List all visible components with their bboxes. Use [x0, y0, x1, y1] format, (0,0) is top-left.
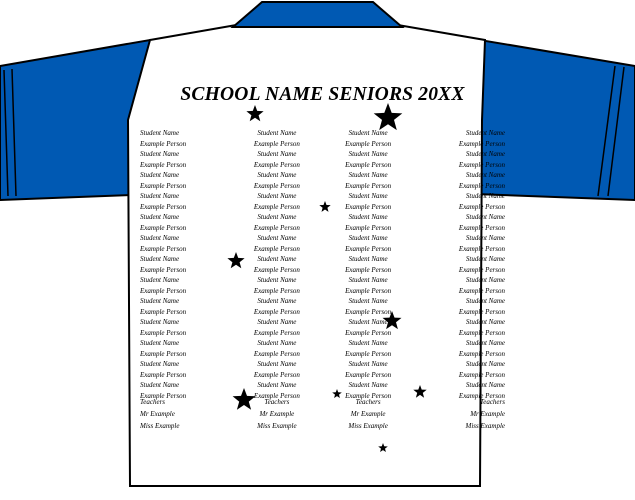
name-row — [140, 396, 505, 408]
name-cell: Example Person — [253, 349, 300, 358]
name-row — [140, 181, 505, 192]
name-cell: Example Person — [140, 181, 187, 190]
name-cell: Example Person — [253, 370, 300, 379]
name-cell: Example Person — [345, 286, 392, 295]
name-cell: Example Person — [345, 370, 392, 379]
name-cell: Student Name — [257, 297, 297, 305]
name-cell: Example Person — [253, 391, 300, 400]
name-cell: Student Name — [257, 129, 297, 137]
name-cell: Example Person — [253, 181, 300, 190]
name-cell: Student Name — [465, 234, 505, 242]
name-cell: Teachers — [140, 398, 166, 406]
name-cell: Student Name — [257, 381, 297, 389]
name-cell: Example Person — [458, 286, 505, 295]
name-row — [140, 265, 505, 276]
name-cell: Example Person — [345, 244, 392, 253]
name-row — [140, 328, 505, 339]
name-cell: Miss Example — [465, 422, 505, 430]
name-cell: Example Person — [345, 307, 392, 316]
name-cell: Student Name — [348, 234, 388, 242]
name-cell: Student Name — [257, 171, 297, 179]
name-row — [140, 149, 505, 160]
name-cell: Example Person — [140, 307, 187, 316]
name-cell: Student Name — [140, 297, 180, 305]
teacher-list — [140, 396, 505, 432]
name-cell: Student Name — [140, 129, 180, 137]
name-cell: Example Person — [140, 160, 187, 169]
name-cell: Student Name — [140, 360, 180, 368]
name-cell: Mr Example — [140, 410, 175, 418]
name-cell: Example Person — [345, 202, 392, 211]
name-cell: Example Person — [140, 349, 187, 358]
name-cell: Example Person — [140, 265, 187, 274]
name-cell: Mr Example — [259, 410, 295, 418]
name-cell: Example Person — [458, 307, 505, 316]
name-cell: Student Name — [465, 339, 505, 347]
name-cell: Example Person — [253, 286, 300, 295]
name-cell: Student Name — [257, 255, 297, 263]
name-cell: Example Person — [458, 265, 505, 274]
name-cell: Example Person — [458, 139, 505, 148]
name-cell: Student Name — [348, 360, 388, 368]
name-cell: Example Person — [345, 139, 392, 148]
name-cell: Example Person — [345, 223, 392, 232]
name-cell: Student Name — [348, 339, 388, 347]
name-row — [140, 408, 505, 420]
name-cell: Student Name — [348, 255, 388, 263]
name-cell: Student Name — [348, 381, 388, 389]
name-cell: Student Name — [140, 381, 180, 389]
name-cell: Example Person — [345, 328, 392, 337]
name-cell: Student Name — [257, 213, 297, 221]
name-cell: Example Person — [253, 202, 300, 211]
name-row — [140, 139, 505, 150]
name-cell: Student Name — [465, 297, 505, 305]
name-cell: Example Person — [140, 202, 187, 211]
name-cell: Miss Example — [348, 422, 388, 430]
name-cell: Student Name — [348, 171, 388, 179]
name-cell: Example Person — [345, 160, 392, 169]
name-cell: Student Name — [257, 339, 297, 347]
name-cell: Example Person — [345, 391, 392, 400]
name-cell: Student Name — [348, 150, 388, 158]
name-cell: Student Name — [465, 150, 505, 158]
name-row — [140, 338, 505, 349]
name-cell: Teachers — [355, 398, 381, 406]
name-cell: Example Person — [253, 244, 300, 253]
name-row — [140, 359, 505, 370]
name-cell: Student Name — [465, 171, 505, 179]
name-row — [140, 420, 505, 432]
name-cell: Example Person — [458, 202, 505, 211]
name-row — [140, 275, 505, 286]
name-cell: Example Person — [253, 265, 300, 274]
student-roster — [140, 128, 505, 401]
name-cell: Teachers — [264, 398, 290, 406]
name-cell: Student Name — [348, 297, 388, 305]
name-row — [140, 170, 505, 181]
name-row — [140, 202, 505, 213]
name-cell: Example Person — [345, 181, 392, 190]
name-row — [140, 380, 505, 391]
name-row — [140, 349, 505, 360]
name-cell: Example Person — [140, 286, 187, 295]
name-cell: Student Name — [140, 318, 180, 326]
name-cell: Student Name — [140, 150, 180, 158]
name-row — [140, 233, 505, 244]
name-cell: Student Name — [348, 318, 388, 326]
name-row — [140, 286, 505, 297]
name-row — [140, 254, 505, 265]
name-cell: Student Name — [140, 192, 180, 200]
name-cell: Example Person — [140, 139, 187, 148]
name-cell: Student Name — [348, 213, 388, 221]
name-cell: Student Name — [465, 360, 505, 368]
name-cell: Student Name — [348, 276, 388, 284]
name-row — [140, 223, 505, 234]
name-row — [140, 212, 505, 223]
design-title: SCHOOL NAME SENIORS 20XX — [180, 84, 465, 105]
name-cell: Student Name — [465, 381, 505, 389]
name-cell: Example Person — [140, 244, 187, 253]
name-cell: Student Name — [140, 234, 180, 242]
name-cell: Example Person — [253, 328, 300, 337]
name-cell: Example Person — [458, 328, 505, 337]
name-cell: Example Person — [140, 328, 187, 337]
name-row — [140, 317, 505, 328]
name-cell: Example Person — [458, 349, 505, 358]
name-cell: Example Person — [458, 160, 505, 169]
name-cell: Example Person — [253, 139, 300, 148]
name-cell: Example Person — [253, 223, 300, 232]
name-cell: Student Name — [465, 213, 505, 221]
name-row — [140, 191, 505, 202]
collar — [233, 2, 402, 27]
name-cell: Mr Example — [470, 410, 505, 418]
name-row — [140, 128, 505, 139]
name-cell: Example Person — [458, 244, 505, 253]
name-cell: Student Name — [257, 318, 297, 326]
name-row — [140, 160, 505, 171]
name-cell: Teachers — [479, 398, 505, 406]
name-row — [140, 296, 505, 307]
name-cell: Student Name — [140, 213, 180, 221]
name-cell: Example Person — [345, 265, 392, 274]
name-cell: Student Name — [257, 150, 297, 158]
name-row — [140, 370, 505, 381]
name-cell: Example Person — [458, 223, 505, 232]
name-cell: Miss Example — [257, 422, 297, 430]
name-cell: Student Name — [465, 192, 505, 200]
name-cell: Example Person — [140, 370, 187, 379]
name-cell: Student Name — [257, 192, 297, 200]
name-cell: Student Name — [140, 255, 180, 263]
name-cell: Miss Example — [140, 422, 180, 430]
name-cell: Student Name — [465, 318, 505, 326]
name-row — [140, 244, 505, 255]
name-cell: Example Person — [253, 160, 300, 169]
name-cell: Student Name — [140, 339, 180, 347]
name-cell: Student Name — [140, 171, 180, 179]
name-cell: Example Person — [458, 181, 505, 190]
name-cell: Example Person — [345, 349, 392, 358]
name-cell: Example Person — [253, 307, 300, 316]
name-cell: Student Name — [257, 276, 297, 284]
name-cell: Student Name — [257, 234, 297, 242]
name-cell: Mr Example — [350, 410, 386, 418]
name-row — [140, 307, 505, 318]
name-cell: Example Person — [458, 370, 505, 379]
name-cell: Student Name — [465, 276, 505, 284]
name-cell: Student Name — [348, 129, 388, 137]
name-cell: Student Name — [257, 360, 297, 368]
name-cell: Student Name — [348, 192, 388, 200]
name-cell: Student Name — [465, 129, 505, 137]
name-cell: Example Person — [458, 391, 505, 400]
name-cell: Example Person — [140, 391, 187, 400]
name-cell: Student Name — [140, 276, 180, 284]
name-cell: Example Person — [140, 223, 187, 232]
name-cell: Student Name — [465, 255, 505, 263]
